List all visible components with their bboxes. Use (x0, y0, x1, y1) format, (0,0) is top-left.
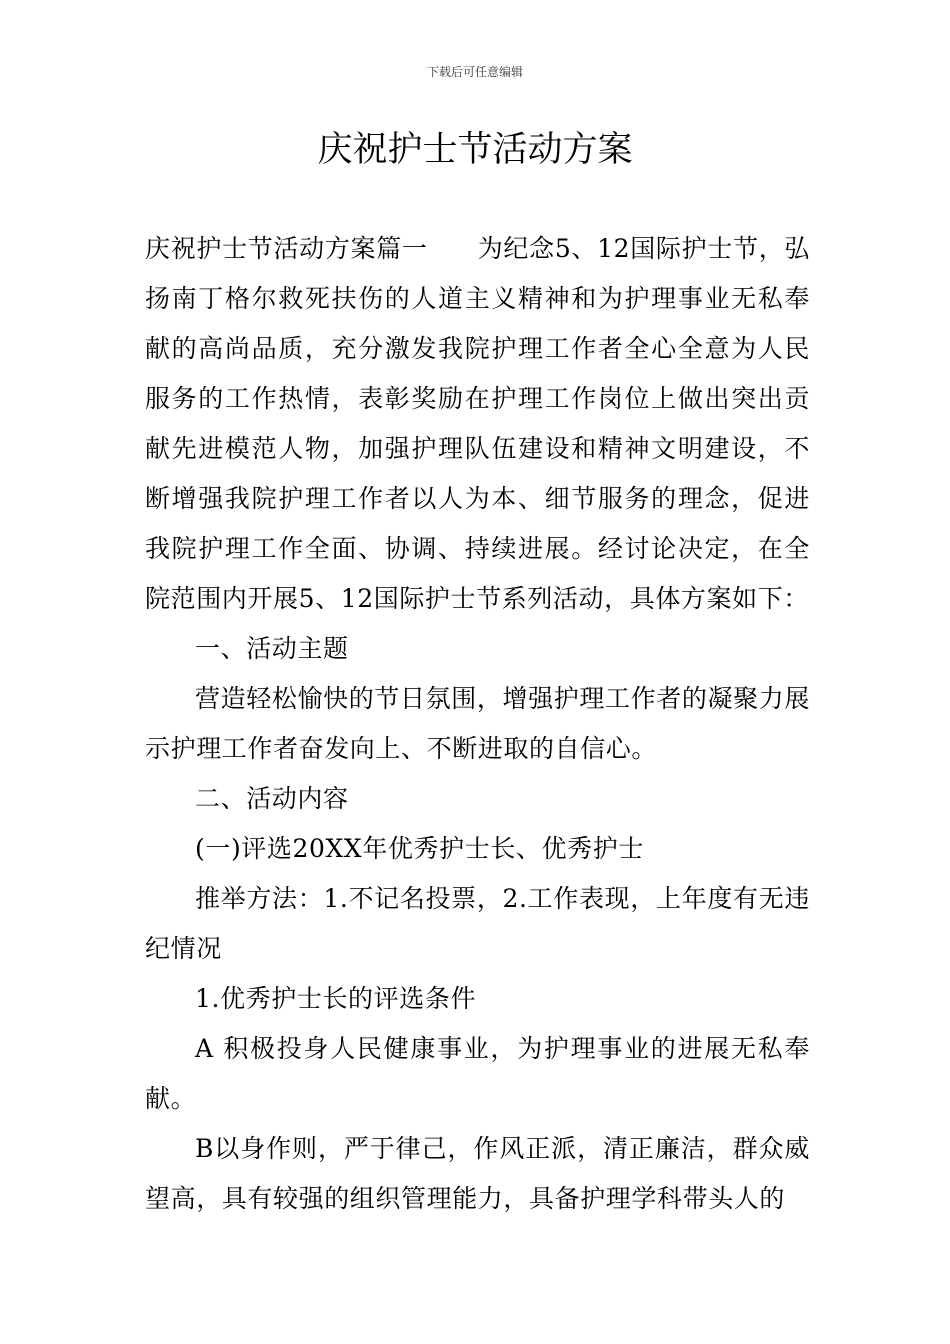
theme-paragraph: 营造轻松愉快的节日氛围，增强护理工作者的凝聚力展示护理工作者奋发向上、不断进取的自信心。 (145, 684, 810, 763)
document-body (145, 224, 810, 1224)
section-heading-theme: 一、活动主题 (195, 634, 349, 663)
criteria-item-b: B以身作则，严于律己，作风正派，清正廉洁，群众威望高，具有较强的组织管理能力，具备护理学科带头人的 (145, 1134, 810, 1213)
criteria-heading: 1.优秀护士长的评选条件 (195, 984, 477, 1013)
nomination-method-paragraph: 推举方法：1.不记名投票，2.工作表现，上年度有无违纪情况 (145, 884, 810, 963)
section-heading-content: 二、活动内容 (195, 784, 349, 813)
document-title: 庆祝护士节活动方案 (317, 130, 633, 170)
page-header-note: 下载后可任意编辑 (426, 65, 523, 79)
intro-text: 为纪念5、12国际护士节，弘扬南丁格尔救死扶伤的人道主义精神和为护理事业无私奉献的高尚品质，充分激发我院护理工作者全心全意为人民服务的工作热情，表彰奖励在护理工作岗位上做出突出贡献先进模范人物，加强护理队伍建设和精神文明建设，不断增强我院护理工作者以人为本、细节服务的理念，促进我院护理工作全面、协调、持续进展。经讨论决定，在全院范围内开展5、12国际护士节系列活动，具体方案如下： (145, 234, 810, 613)
criteria-item-a: A 积极投身人民健康事业，为护理事业的进展无私奉献。 (145, 1034, 810, 1113)
intro-lead: 庆祝护士节活动方案篇一 (145, 234, 428, 263)
subsection-heading-selection: (一)评选20XX年优秀护士长、优秀护士 (195, 834, 644, 863)
intro-paragraph (145, 224, 810, 624)
